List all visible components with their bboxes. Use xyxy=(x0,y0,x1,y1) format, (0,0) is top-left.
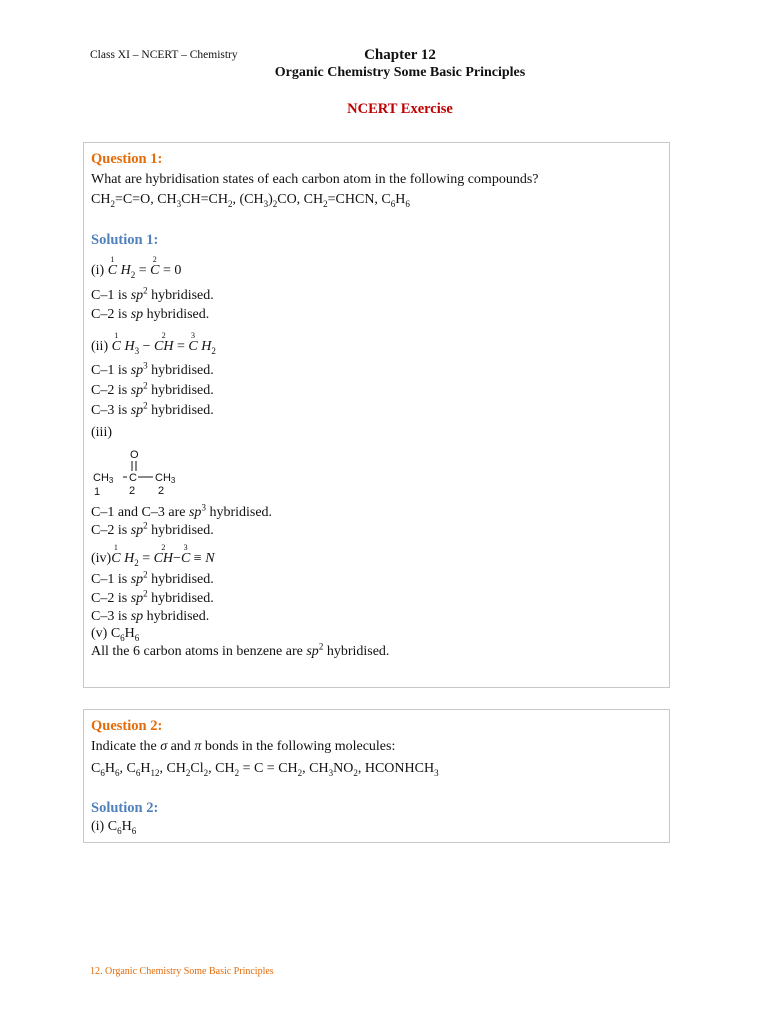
hyb-line: C–1 is $sp^3$ hybridised. xyxy=(91,360,214,378)
question-2-box xyxy=(83,709,670,843)
solution-1-heading: Solution 1: xyxy=(91,232,159,248)
hyb-line: C–3 is sp hybridised. xyxy=(91,609,210,624)
question-2-text: Indicate the σ and π bonds in the following molecules: xyxy=(91,739,396,754)
carbon-number-label: 2 xyxy=(129,485,136,497)
formula-i: (i) 1 C $H_2$ = 2 C = 0 xyxy=(91,255,182,280)
formula-ii: (ii) 1 C $H_3$ − 2 CH = 3 C $H_2$ xyxy=(91,331,216,356)
pi-symbol: π xyxy=(194,739,202,754)
question-1-box xyxy=(83,142,670,688)
oxygen-label: O xyxy=(130,449,139,461)
acetone-structure xyxy=(91,446,211,501)
carbonyl-carbon-label: C xyxy=(129,472,137,484)
hyb-line: C–1 is $sp^2$ hybridised. xyxy=(91,285,214,303)
solution-2-item-i: (i) $C_6H_6$ xyxy=(91,819,137,836)
hyb-line: C–2 is $sp^2$ hybridised. xyxy=(91,520,214,538)
hyb-line: C–2 is $sp^2$ hybridised. xyxy=(91,588,214,606)
exercise-heading: NCERT Exercise xyxy=(347,101,453,117)
chapter-subject: Organic Chemistry Some Basic Principles xyxy=(274,65,526,80)
question-2-heading: Question 2: xyxy=(91,718,163,734)
question-1-compounds: $CH_2=C=O$, $CH_3CH=CH_2$, $(CH_3)_2CO$, $CH_2=CHCN$, $C_6H_6$ xyxy=(91,192,410,209)
methyl-1-label: CH3 xyxy=(93,472,114,485)
solution-2-heading: Solution 2: xyxy=(91,800,159,816)
page-footer: 12. Organic Chemistry Some Basic Principles xyxy=(90,966,274,977)
question-1-text: What are hybridisation states of each carbon atom in the following compounds? xyxy=(91,172,539,187)
carbon-number-label: 2 xyxy=(158,485,165,497)
label-v: (v) $C_6H_6$ xyxy=(91,626,140,643)
hyb-line: All the 6 carbon atoms in benzene are $sp^2$ hybridised. xyxy=(91,641,390,659)
question-1-heading: Question 1: xyxy=(91,151,163,167)
hyb-line: C–3 is $sp^2$ hybridised. xyxy=(91,400,214,418)
header-class-label: Class XI – NCERT – Chemistry xyxy=(90,49,238,61)
question-2-compounds: $C_6H_6$, $C_6H_{12}$, $CH_2Cl_2$, $CH_2 = C = CH_2$, $CH_3NO_2$, $HCONHCH_3$ xyxy=(91,761,439,778)
sigma-symbol: σ xyxy=(160,739,168,754)
hyb-line: C–2 is $sp^2$ hybridised. xyxy=(91,380,214,398)
methyl-3-label: CH3 xyxy=(155,472,176,485)
hyb-line: C–1 and C–3 are $sp^3$ hybridised. xyxy=(91,502,273,520)
carbon-number-label: 1 xyxy=(94,486,101,498)
hyb-line: C–1 is $sp^2$ hybridised. xyxy=(91,569,214,587)
chapter-title: Chapter 12 xyxy=(364,47,436,63)
label-iii: (iii) xyxy=(91,425,112,440)
formula-iv: (iv) 1 C $H_2$ = 2 CH− 3 C ≡ N xyxy=(91,543,215,568)
hyb-line: C–2 is sp hybridised. xyxy=(91,307,210,322)
